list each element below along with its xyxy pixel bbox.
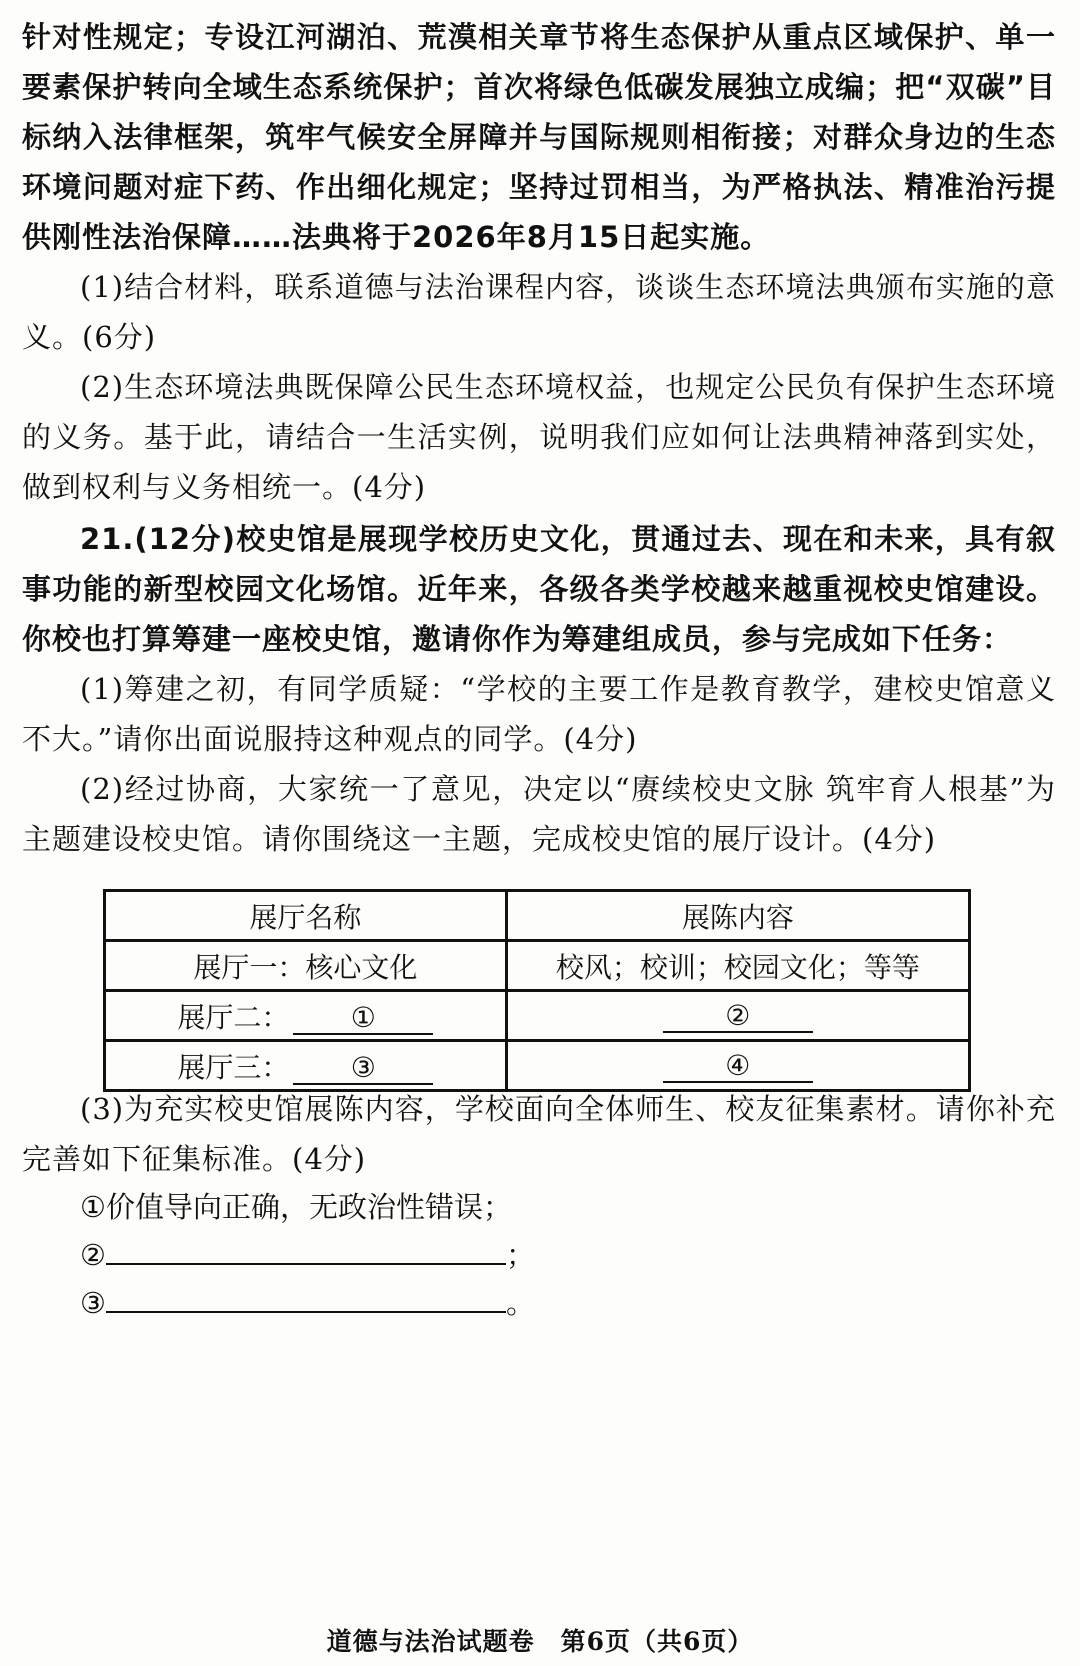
- passage-text: 针对性规定；专设江河湖泊、荒漠相关章节将生态保护从重点区域保护、单一要素保护转向全域生态系统保护；首次将绿色低碳发展独立成编；把“双碳”目标纳入法律框架，筑牢气候安全屏障并与国际规则相衔接；对群众身边的生态环境问题对症下药、作出细化规定；坚持过罚相当，为严格执法、精准治污提供刚性法治保障……法典将于2026年8月15日起实施。: [22, 20, 1056, 254]
- table-row: [105, 991, 970, 1041]
- criterion-2-end: ；: [506, 1238, 536, 1272]
- table-header-row: [105, 891, 970, 941]
- hall-two-prefix: 展厅二：: [177, 1000, 290, 1034]
- q20-part1: (1)结合材料，联系道德与法治课程内容，谈谈生态环境法典颁布实施的意义。(6分): [22, 270, 1056, 354]
- q20-part2: (2)生态环境法典既保障公民生态环境权益，也规定公民负有保护生态环境的义务。基于此，请结合一生活实例，说明我们应如何让法典精神落到实处，做到权利与义务相统一。(4分): [22, 370, 1056, 504]
- blank-1[interactable]: ①: [293, 1003, 433, 1035]
- header-hall-name: 展厅名称: [105, 891, 507, 941]
- criterion-3-answer-line[interactable]: [106, 1281, 506, 1313]
- hall-two-content: [506, 991, 969, 1041]
- criterion-2-answer-line[interactable]: [106, 1233, 506, 1265]
- criterion-3-end: 。: [506, 1286, 536, 1320]
- table-row: [105, 941, 970, 991]
- hall-one-name: 展厅一：核心文化: [105, 941, 507, 991]
- q21-part3: (3)为充实校史馆展陈内容，学校面向全体师生、校友征集素材。请你补充完善如下征集标准。(4分): [22, 1092, 1056, 1176]
- criterion-2: [80, 1230, 535, 1280]
- page-footer: 道德与法治试题卷 第6页（共6页）: [326, 1627, 754, 1656]
- hall-three-prefix: 展厅三：: [177, 1050, 290, 1084]
- criterion-1: ①价值导向正确，无政治性错误；: [80, 1190, 512, 1224]
- q21-intro: 21.(12分)校史馆是展现学校历史文化，贯通过去、现在和未来，具有叙事功能的新型校园文化场馆。近年来，各级各类学校越来越重视校史馆建设。你校也打算筹建一座校史馆，邀请你作为筹建组成员，参与完成如下任务：: [22, 522, 1056, 656]
- exhibit-hall-table: [103, 889, 971, 1092]
- hall-one-content: 校风；校训；校园文化；等等: [506, 941, 969, 991]
- blank-2[interactable]: ②: [663, 1001, 813, 1033]
- q21-part1: (1)筹建之初，有同学质疑：“学校的主要工作是教育教学，建校史馆意义不大。”请你出面说服持这种观点的同学。(4分): [22, 672, 1056, 756]
- hall-two-name: [105, 991, 507, 1041]
- hall-three-name: [105, 1041, 507, 1091]
- hall-three-content: [506, 1041, 969, 1091]
- header-exhibit-content: 展陈内容: [506, 891, 969, 941]
- blank-3[interactable]: ③: [293, 1053, 433, 1085]
- criterion-3: [80, 1278, 535, 1328]
- q21-part2: (2)经过协商，大家统一了意见，决定以“赓续校史文脉 筑牢育人根基”为主题建设校史馆。请你围绕这一主题，完成校史馆的展厅设计。(4分): [22, 772, 1056, 856]
- criterion-2-marker: ②: [80, 1238, 106, 1272]
- criterion-3-marker: ③: [80, 1286, 106, 1320]
- table-row: [105, 1041, 970, 1091]
- blank-4[interactable]: ④: [663, 1051, 813, 1083]
